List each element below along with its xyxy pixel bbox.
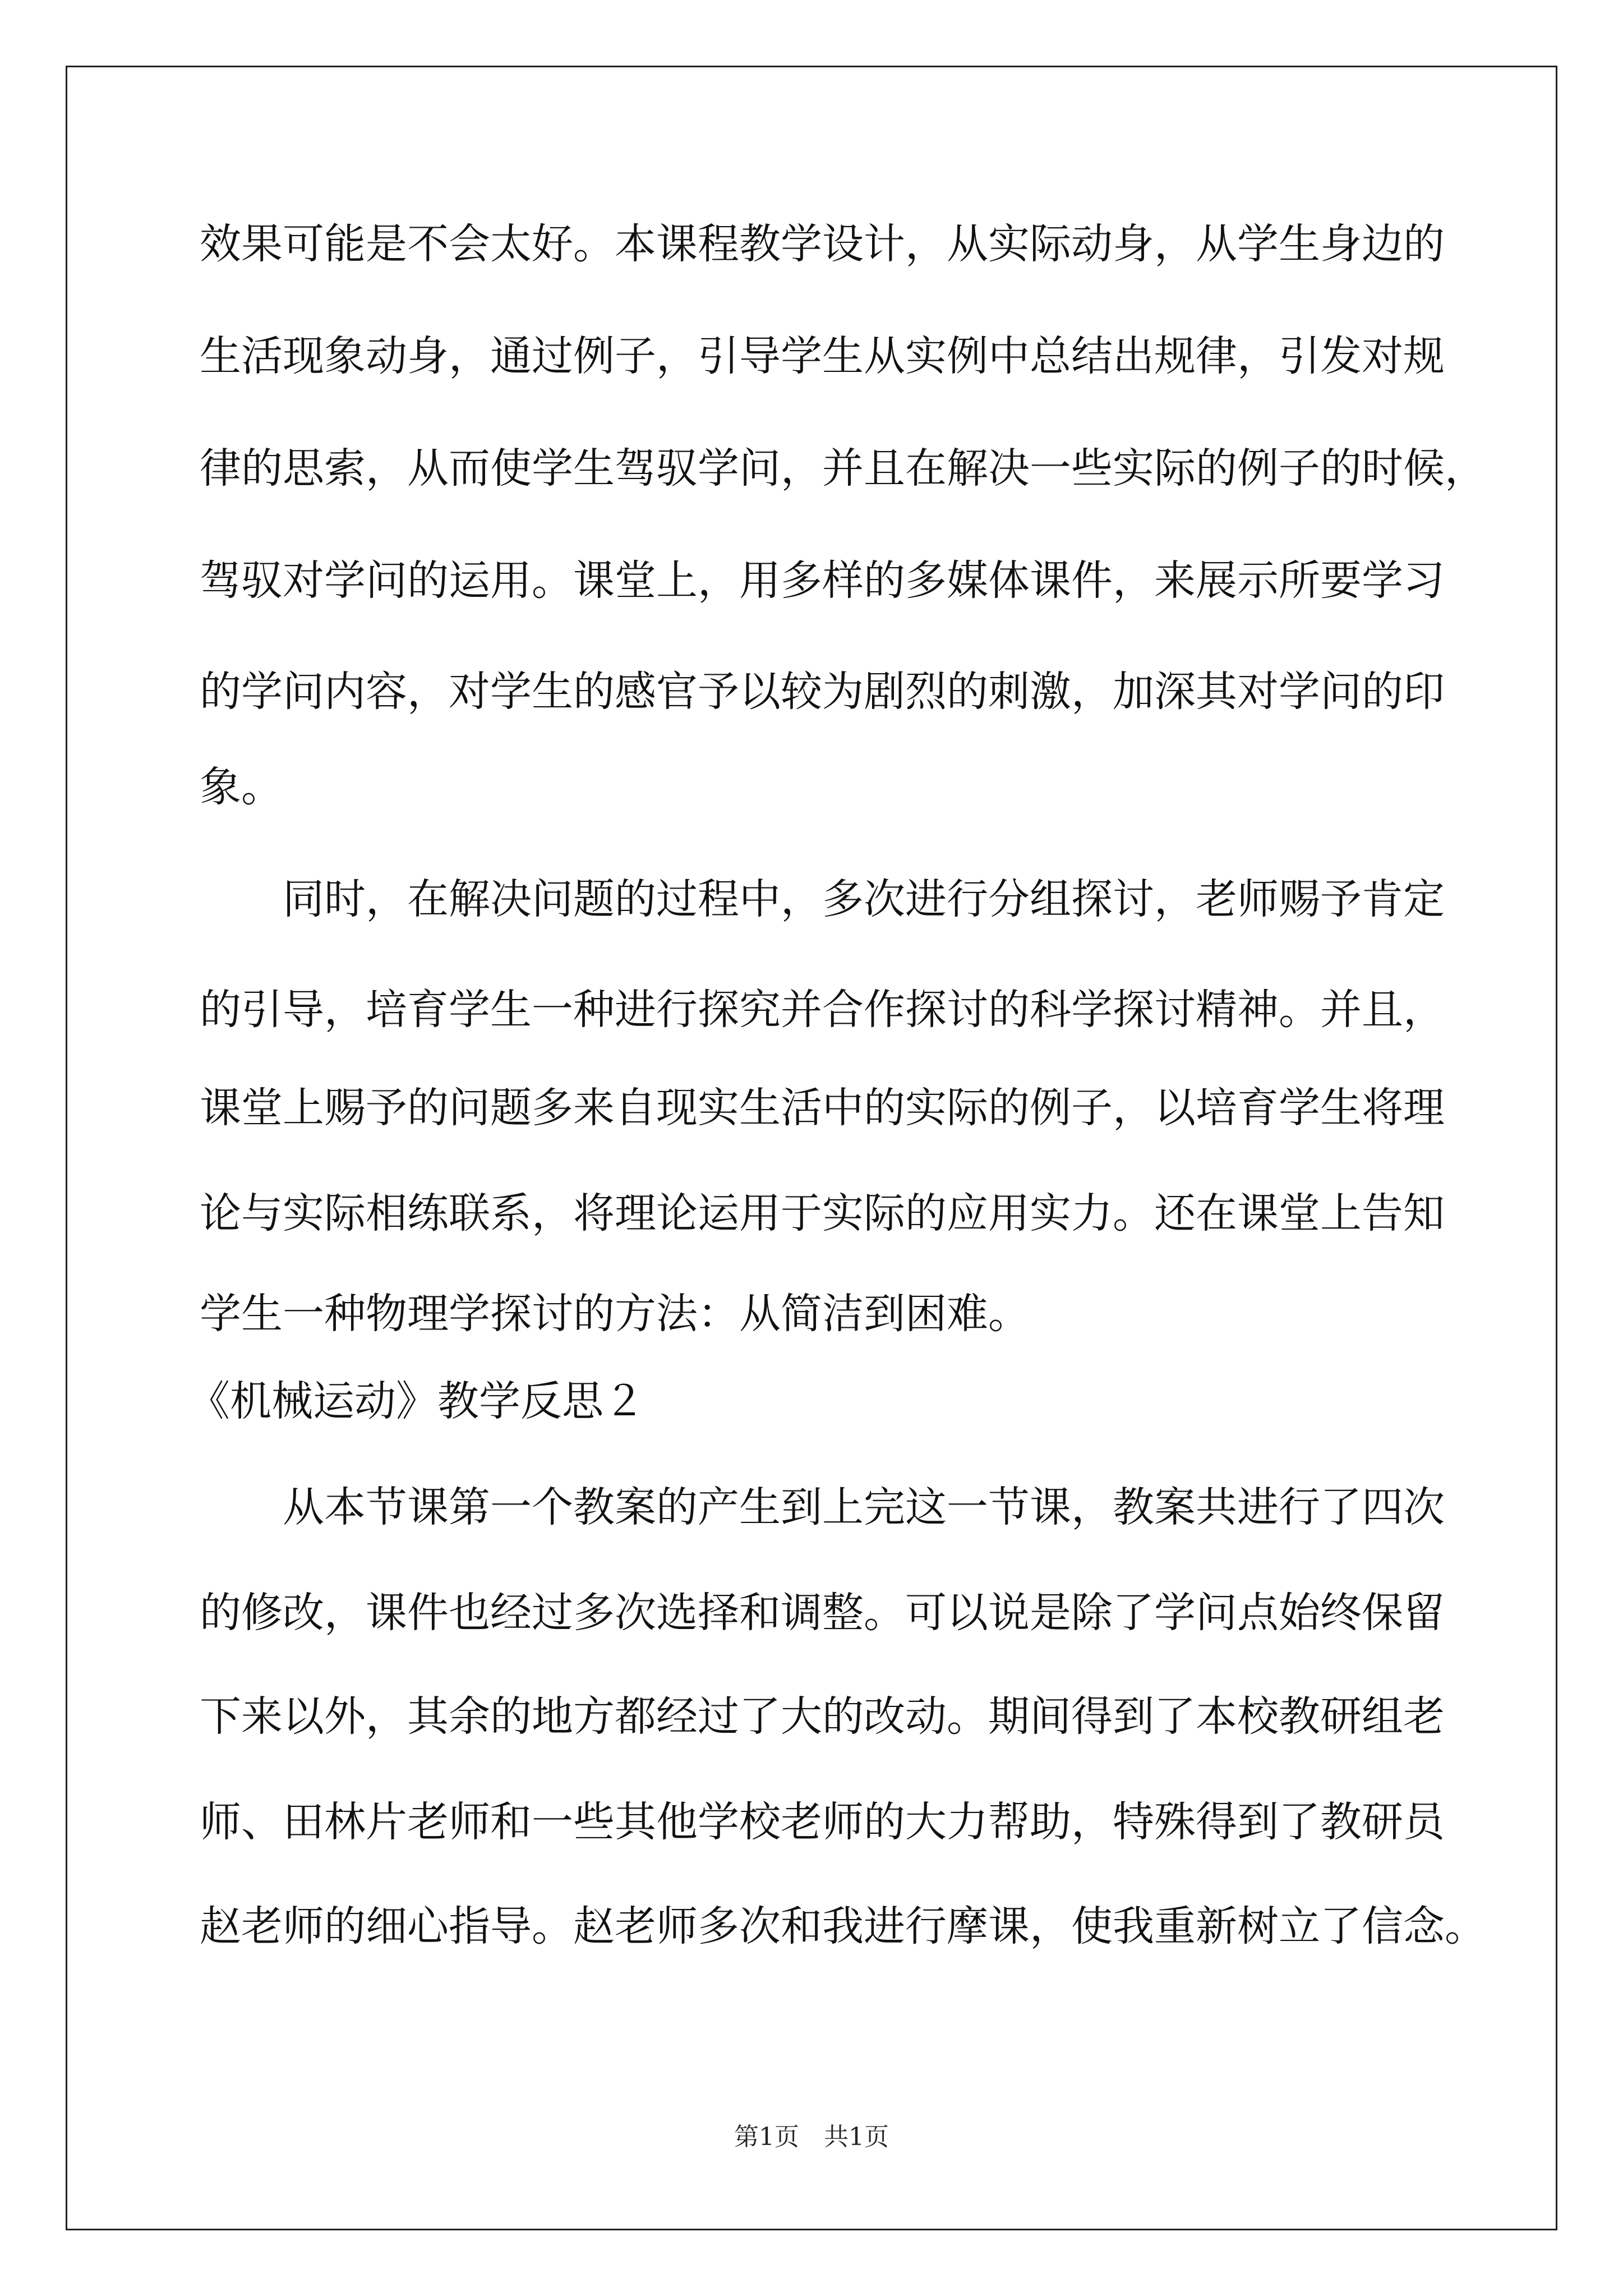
paragraph-start-line: 从本节课第一个教案的产生到上完这一节课，教案共进行了四次 (283, 1483, 1445, 1531)
text-line: 学生一种物理学探讨的方法：从简洁到困难。 (200, 1290, 1030, 1338)
text-line: 象。 (200, 763, 283, 811)
text-line: 的学问内容，对学生的感官予以较为剧烈的刺激，加深其对学问的印 (200, 668, 1445, 716)
text-line: 效果可能是不会太好。本课程教学设计，从实际动身，从学生身边的 (200, 220, 1445, 268)
text-line: 生活现象动身，通过例子，引导学生从实例中总结出规律，引发对规 (200, 332, 1445, 380)
text-line: 论与实际相练联系，将理论运用于实际的应用实力。还在课堂上告知 (200, 1189, 1445, 1237)
text-line: 课堂上赐予的问题多来自现实生活中的实际的例子，以培育学生将理 (200, 1084, 1445, 1132)
text-line: 下来以外，其余的地方都经过了大的改动。期间得到了本校教研组老 (200, 1692, 1445, 1741)
paragraph-start-line: 同时，在解决问题的过程中，多次进行分组探讨，老师赐予肯定 (283, 875, 1445, 923)
page-number-footer: 第1页 共1页 (734, 2123, 889, 2151)
text-line: 驾驭对学问的运用。课堂上，用多样的多媒体课件，来展示所要学习 (200, 556, 1445, 605)
text-line: 律的思索，从而使学生驾驭学问，并且在解决一些实际的例子的时候， (200, 444, 1486, 493)
text-line: 的引导，培育学生一种进行探究并合作探讨的科学探讨精神。并且， (200, 986, 1445, 1034)
text-line: 的修改，课件也经过多次选择和调整。可以说是除了学问点始终保留 (200, 1589, 1445, 1637)
section-heading: 《机械运动》教学反思２ (188, 1377, 645, 1425)
text-line: 赵老师的细心指导。赵老师多次和我进行摩课，使我重新树立了信念。 (200, 1902, 1486, 1950)
text-line: 师、田林片老师和一些其他学校老师的大力帮助，特殊得到了教研员 (200, 1798, 1445, 1846)
